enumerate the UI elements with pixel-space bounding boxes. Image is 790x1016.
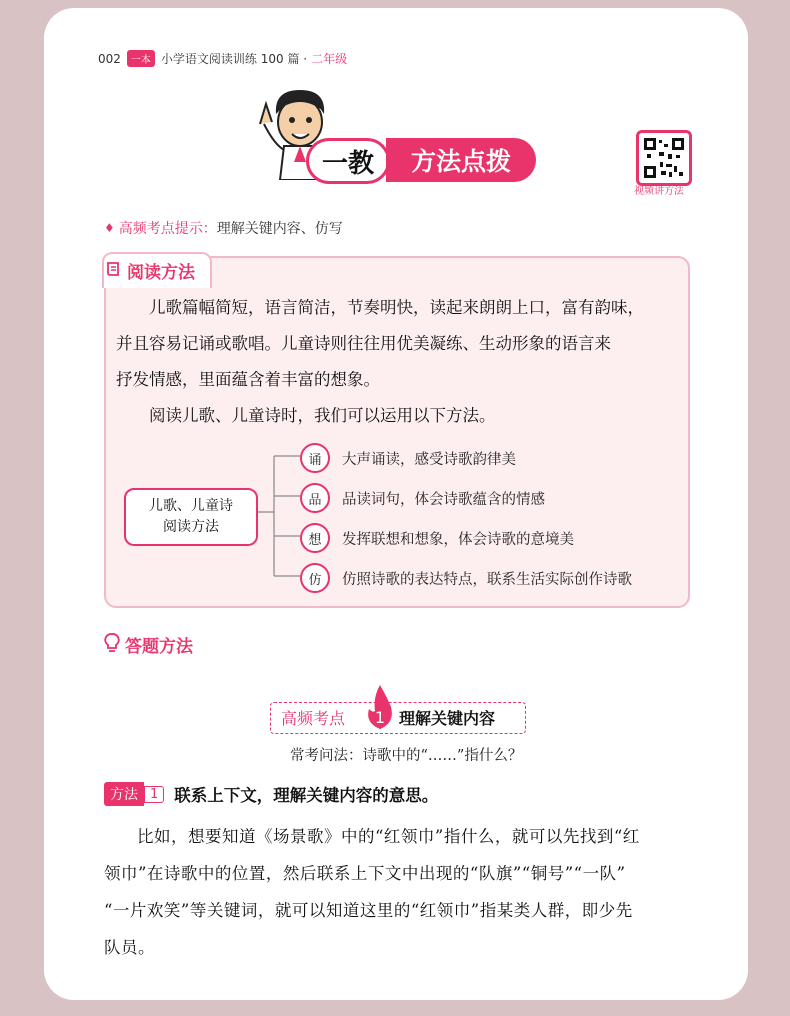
lightbulb-icon [104,633,120,657]
brand-badge: 一本 [127,50,155,67]
example-line: “一片欢笑”等关键词，就可以知道这里的“红领巾”指某类人群，即少先 [104,901,633,920]
example-line: 比如，想要知道《场景歌》中的“红领巾”指什么，就可以先找到“红 [137,827,640,846]
mindmap-root-line: 儿歌、儿童诗 [149,498,233,514]
reading-paragraph-1b [116,326,680,398]
tip-line [104,218,343,238]
para1-line: 儿歌篇幅简短，语言简洁，节奏明快，读起来朗朗上口，富有韵味， [149,298,644,317]
reading-title-text: 阅读方法 [127,263,195,283]
keypoint-banner [270,702,526,734]
mindmap-root [124,488,258,546]
mindmap-branch [300,523,574,553]
branch-text: 仿照诗歌的表达特点，联系生活实际创作诗歌 [342,571,632,588]
qr-label: 视频讲方法 [634,186,684,197]
book-icon [106,261,122,281]
keypoint-number: 1 [374,708,386,727]
mindmap-connectors [254,440,304,580]
branch-key: 想 [300,523,330,553]
method-label: 方法 [104,782,144,806]
example-line: 领巾”在诗歌中的位置，然后联系上下文中出现的“队旗”“铜号”“一队” [104,864,626,883]
flame-icon [365,683,395,731]
keypoint-label: 高频考点 [281,709,346,728]
banner-tag-method: 方法点拨 [386,138,536,182]
keypoint-title: 理解关键内容 [399,709,496,728]
reading-section-title [106,258,195,283]
method-heading [104,782,438,806]
tip-label: 高频考点提示： [118,221,217,237]
banner-tag-teach: 一教 [306,138,390,184]
branch-key: 仿 [300,563,330,593]
mindmap-branch [300,443,516,473]
reading-paragraph-2: 阅读儿歌、儿童诗时，我们可以运用以下方法。 [149,406,496,425]
branch-text: 发挥联想和想象，体会诗歌的意境美 [342,531,574,548]
para1-line: 并且容易记诵或歌唱。儿童诗则往往用优美凝练、生动形象的语言来 [116,334,611,353]
method-number: 1 [144,786,164,803]
example-line: 队员。 [104,938,155,957]
qr-code-icon [644,138,684,178]
branch-key: 诵 [300,443,330,473]
mindmap-branch [300,563,632,593]
branch-text: 品读词句，体会诗歌蕴含的情感 [342,491,545,508]
page-number: 002 [98,51,121,66]
branch-text: 大声诵读，感受诗歌韵律美 [342,451,516,468]
tip-text: 理解关键内容、仿写 [216,221,343,237]
common-question: 常考问法：诗歌中的“……”指什么？ [290,748,523,764]
method-title: 联系上下文，理解关键内容的意思。 [174,786,439,805]
mindmap-root-line: 阅读方法 [163,519,219,535]
para1-line: 抒发情感，里面蕴含着丰富的想象。 [116,370,380,389]
branch-key: 品 [300,483,330,513]
answer-title-text: 答题方法 [125,637,193,657]
answer-section-title [104,632,193,657]
drop-icon: ♦ [104,221,115,235]
book-title: 小学语文阅读训练 100 篇 · [160,52,308,66]
grade-label: 二年级 [311,52,348,66]
page-header [98,50,347,67]
reading-paragraph-1 [116,290,680,326]
example-paragraph [104,818,694,966]
qr-code[interactable] [636,130,692,186]
mindmap-branch [300,483,545,513]
